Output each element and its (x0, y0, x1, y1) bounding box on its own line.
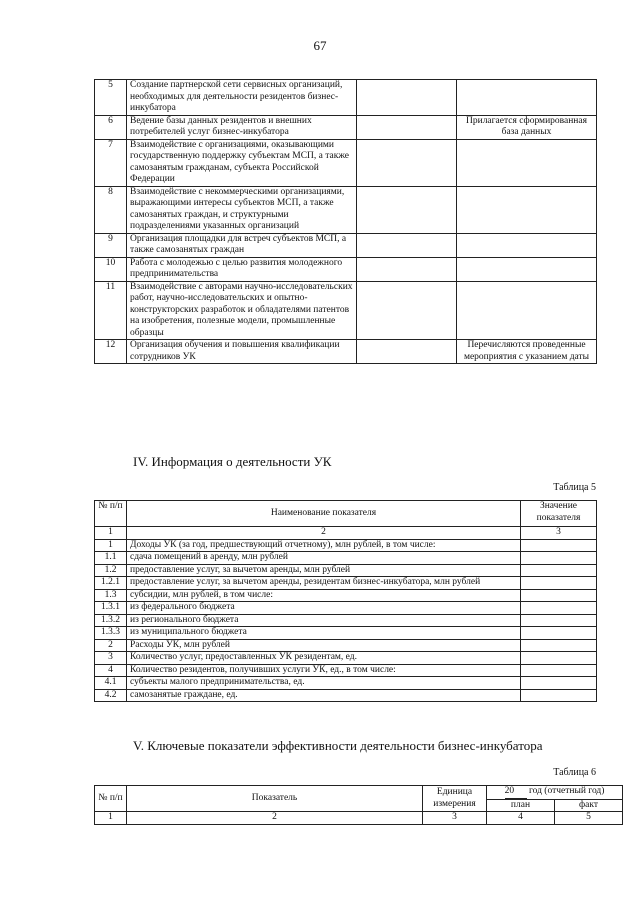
activity-row (95, 80, 597, 116)
activity-num: 7 (95, 139, 127, 186)
info-name: Количество услуг, предоставленных УК резидентам, ед. (127, 652, 521, 665)
activity-note (457, 281, 597, 340)
info-row (95, 614, 597, 627)
activity-name: Организация площадки для встреч субъектов МСП, а также самозанятых граждан (127, 233, 357, 257)
activity-row (95, 139, 597, 186)
info-row (95, 652, 597, 665)
activity-num: 12 (95, 340, 127, 364)
col-number: 3 (423, 812, 487, 825)
kpi-header-unit: Единица измерения (423, 786, 487, 812)
info-name: предоставление услуг, за вычетом аренды, резидентам бизнес-инкубатора, млн рублей (127, 577, 521, 590)
activity-name: Организация обучения и повышения квалификации сотрудников УК (127, 340, 357, 364)
info-row (95, 639, 597, 652)
info-num: 1.3 (95, 589, 127, 602)
info-value (521, 689, 597, 702)
info-name: предоставление услуг, за вычетом аренды, млн рублей (127, 564, 521, 577)
activity-row (95, 233, 597, 257)
activity-row (95, 115, 597, 139)
info-num: 1.2.1 (95, 577, 127, 590)
info-value (521, 664, 597, 677)
info-value (521, 614, 597, 627)
header-value: Значение показателя (521, 501, 597, 527)
info-num: 4.1 (95, 677, 127, 690)
info-row (95, 689, 597, 702)
activity-note (457, 80, 597, 116)
info-name: из муниципального бюджета (127, 627, 521, 640)
activity-note: Перечисляются проведенные мероприятия с указанием даты (457, 340, 597, 364)
col-number: 3 (521, 527, 597, 540)
col-number: 5 (555, 812, 623, 825)
col-number: 2 (127, 812, 423, 825)
col-number: 1 (95, 812, 127, 825)
info-table (94, 500, 597, 702)
activity-row (95, 257, 597, 281)
activity-num: 5 (95, 80, 127, 116)
info-num: 1.2 (95, 564, 127, 577)
info-row (95, 627, 597, 640)
info-row (95, 564, 597, 577)
info-value (521, 539, 597, 552)
info-num: 4.2 (95, 689, 127, 702)
year-suffix: год (отчетный год) (528, 786, 605, 796)
table-6-caption: Таблица 6 (553, 767, 596, 778)
info-name: субсидии, млн рублей, в том числе: (127, 589, 521, 602)
kpi-table (94, 785, 623, 825)
info-value (521, 652, 597, 665)
year-prefix: 20 (505, 786, 527, 799)
activity-empty-cell (357, 139, 457, 186)
info-row (95, 677, 597, 690)
activity-note (457, 257, 597, 281)
activity-note: Прилагается сформированная база данных (457, 115, 597, 139)
info-value (521, 639, 597, 652)
activity-name: Взаимодействие с некоммерческими организациями, выражающими интересы субъектов МСП, а также самозанятых граждан, и структурными подразделениями указанных организаций (127, 186, 357, 233)
info-num: 1 (95, 539, 127, 552)
activity-empty-cell (357, 115, 457, 139)
header-name: Наименование показателя (127, 501, 521, 527)
info-value (521, 602, 597, 615)
info-name: из регионального бюджета (127, 614, 521, 627)
header-num: № п/п (95, 501, 127, 527)
activity-num: 6 (95, 115, 127, 139)
info-name: Расходы УК, млн рублей (127, 639, 521, 652)
info-row (95, 577, 597, 590)
info-row (95, 552, 597, 565)
activity-empty-cell (357, 233, 457, 257)
activity-row (95, 281, 597, 340)
info-name: Количество резидентов, получивших услуги УК, ед., в том числе: (127, 664, 521, 677)
info-num: 1.3.3 (95, 627, 127, 640)
kpi-header-name: Показатель (127, 786, 423, 812)
info-value (521, 627, 597, 640)
activity-row (95, 340, 597, 364)
activity-note (457, 186, 597, 233)
activity-empty-cell (357, 340, 457, 364)
section-5-title: V. Ключевые показатели эффективности деятельности бизнес-инкубатора (133, 738, 543, 753)
kpi-header-num: № п/п (95, 786, 127, 812)
activity-num: 9 (95, 233, 127, 257)
info-num: 4 (95, 664, 127, 677)
activity-num: 8 (95, 186, 127, 233)
activity-num: 11 (95, 281, 127, 340)
info-value (521, 577, 597, 590)
activity-empty-cell (357, 257, 457, 281)
info-num: 2 (95, 639, 127, 652)
activity-name: Работа с молодежью с целью развития молодежного предпринимательства (127, 257, 357, 281)
activity-name: Ведение базы данных резидентов и внешних потребителей услуг бизнес-инкубатора (127, 115, 357, 139)
activity-name: Взаимодействие с авторами научно-исследовательских работ, научно-исследовательских и опытно-конструкторских разработок и обладателями патентов на изобретения, полезные модели, промышленные образцы (127, 281, 357, 340)
info-value (521, 677, 597, 690)
activity-row (95, 186, 597, 233)
info-value (521, 564, 597, 577)
activity-name: Создание партнерской сети сервисных организаций, необходимых для деятельности резидентов бизнес-инкубатора (127, 80, 357, 116)
activity-empty-cell (357, 186, 457, 233)
activity-note (457, 139, 597, 186)
activity-empty-cell (357, 281, 457, 340)
info-name: сдача помещений в аренду, млн рублей (127, 552, 521, 565)
info-value (521, 552, 597, 565)
info-row (95, 602, 597, 615)
info-num: 1.1 (95, 552, 127, 565)
page-number: 67 (313, 38, 327, 53)
kpi-header-fact: факт (555, 799, 623, 812)
info-row (95, 664, 597, 677)
info-num: 3 (95, 652, 127, 665)
col-number: 2 (127, 527, 521, 540)
section-4-title: IV. Информация о деятельности УК (133, 454, 332, 469)
activities-table (94, 79, 597, 364)
info-value (521, 589, 597, 602)
activity-num: 10 (95, 257, 127, 281)
kpi-header-plan: план (487, 799, 555, 812)
col-number: 1 (95, 527, 127, 540)
activity-name: Взаимодействие с организациями, оказывающими государственную поддержку субъектам МСП, а также самозанятым гражданам, субъекта Российской Федерации (127, 139, 357, 186)
info-row (95, 589, 597, 602)
table-5-caption: Таблица 5 (553, 482, 596, 493)
info-num: 1.3.1 (95, 602, 127, 615)
info-name: субъекты малого предпринимательства, ед. (127, 677, 521, 690)
info-name: из федерального бюджета (127, 602, 521, 615)
info-row (95, 539, 597, 552)
activity-empty-cell (357, 80, 457, 116)
info-name: самозанятые граждане, ед. (127, 689, 521, 702)
info-name: Доходы УК (за год, предшествующий отчетному), млн рублей, в том числе: (127, 539, 521, 552)
col-number: 4 (487, 812, 555, 825)
kpi-header-year (487, 786, 623, 800)
activity-note (457, 233, 597, 257)
info-num: 1.3.2 (95, 614, 127, 627)
